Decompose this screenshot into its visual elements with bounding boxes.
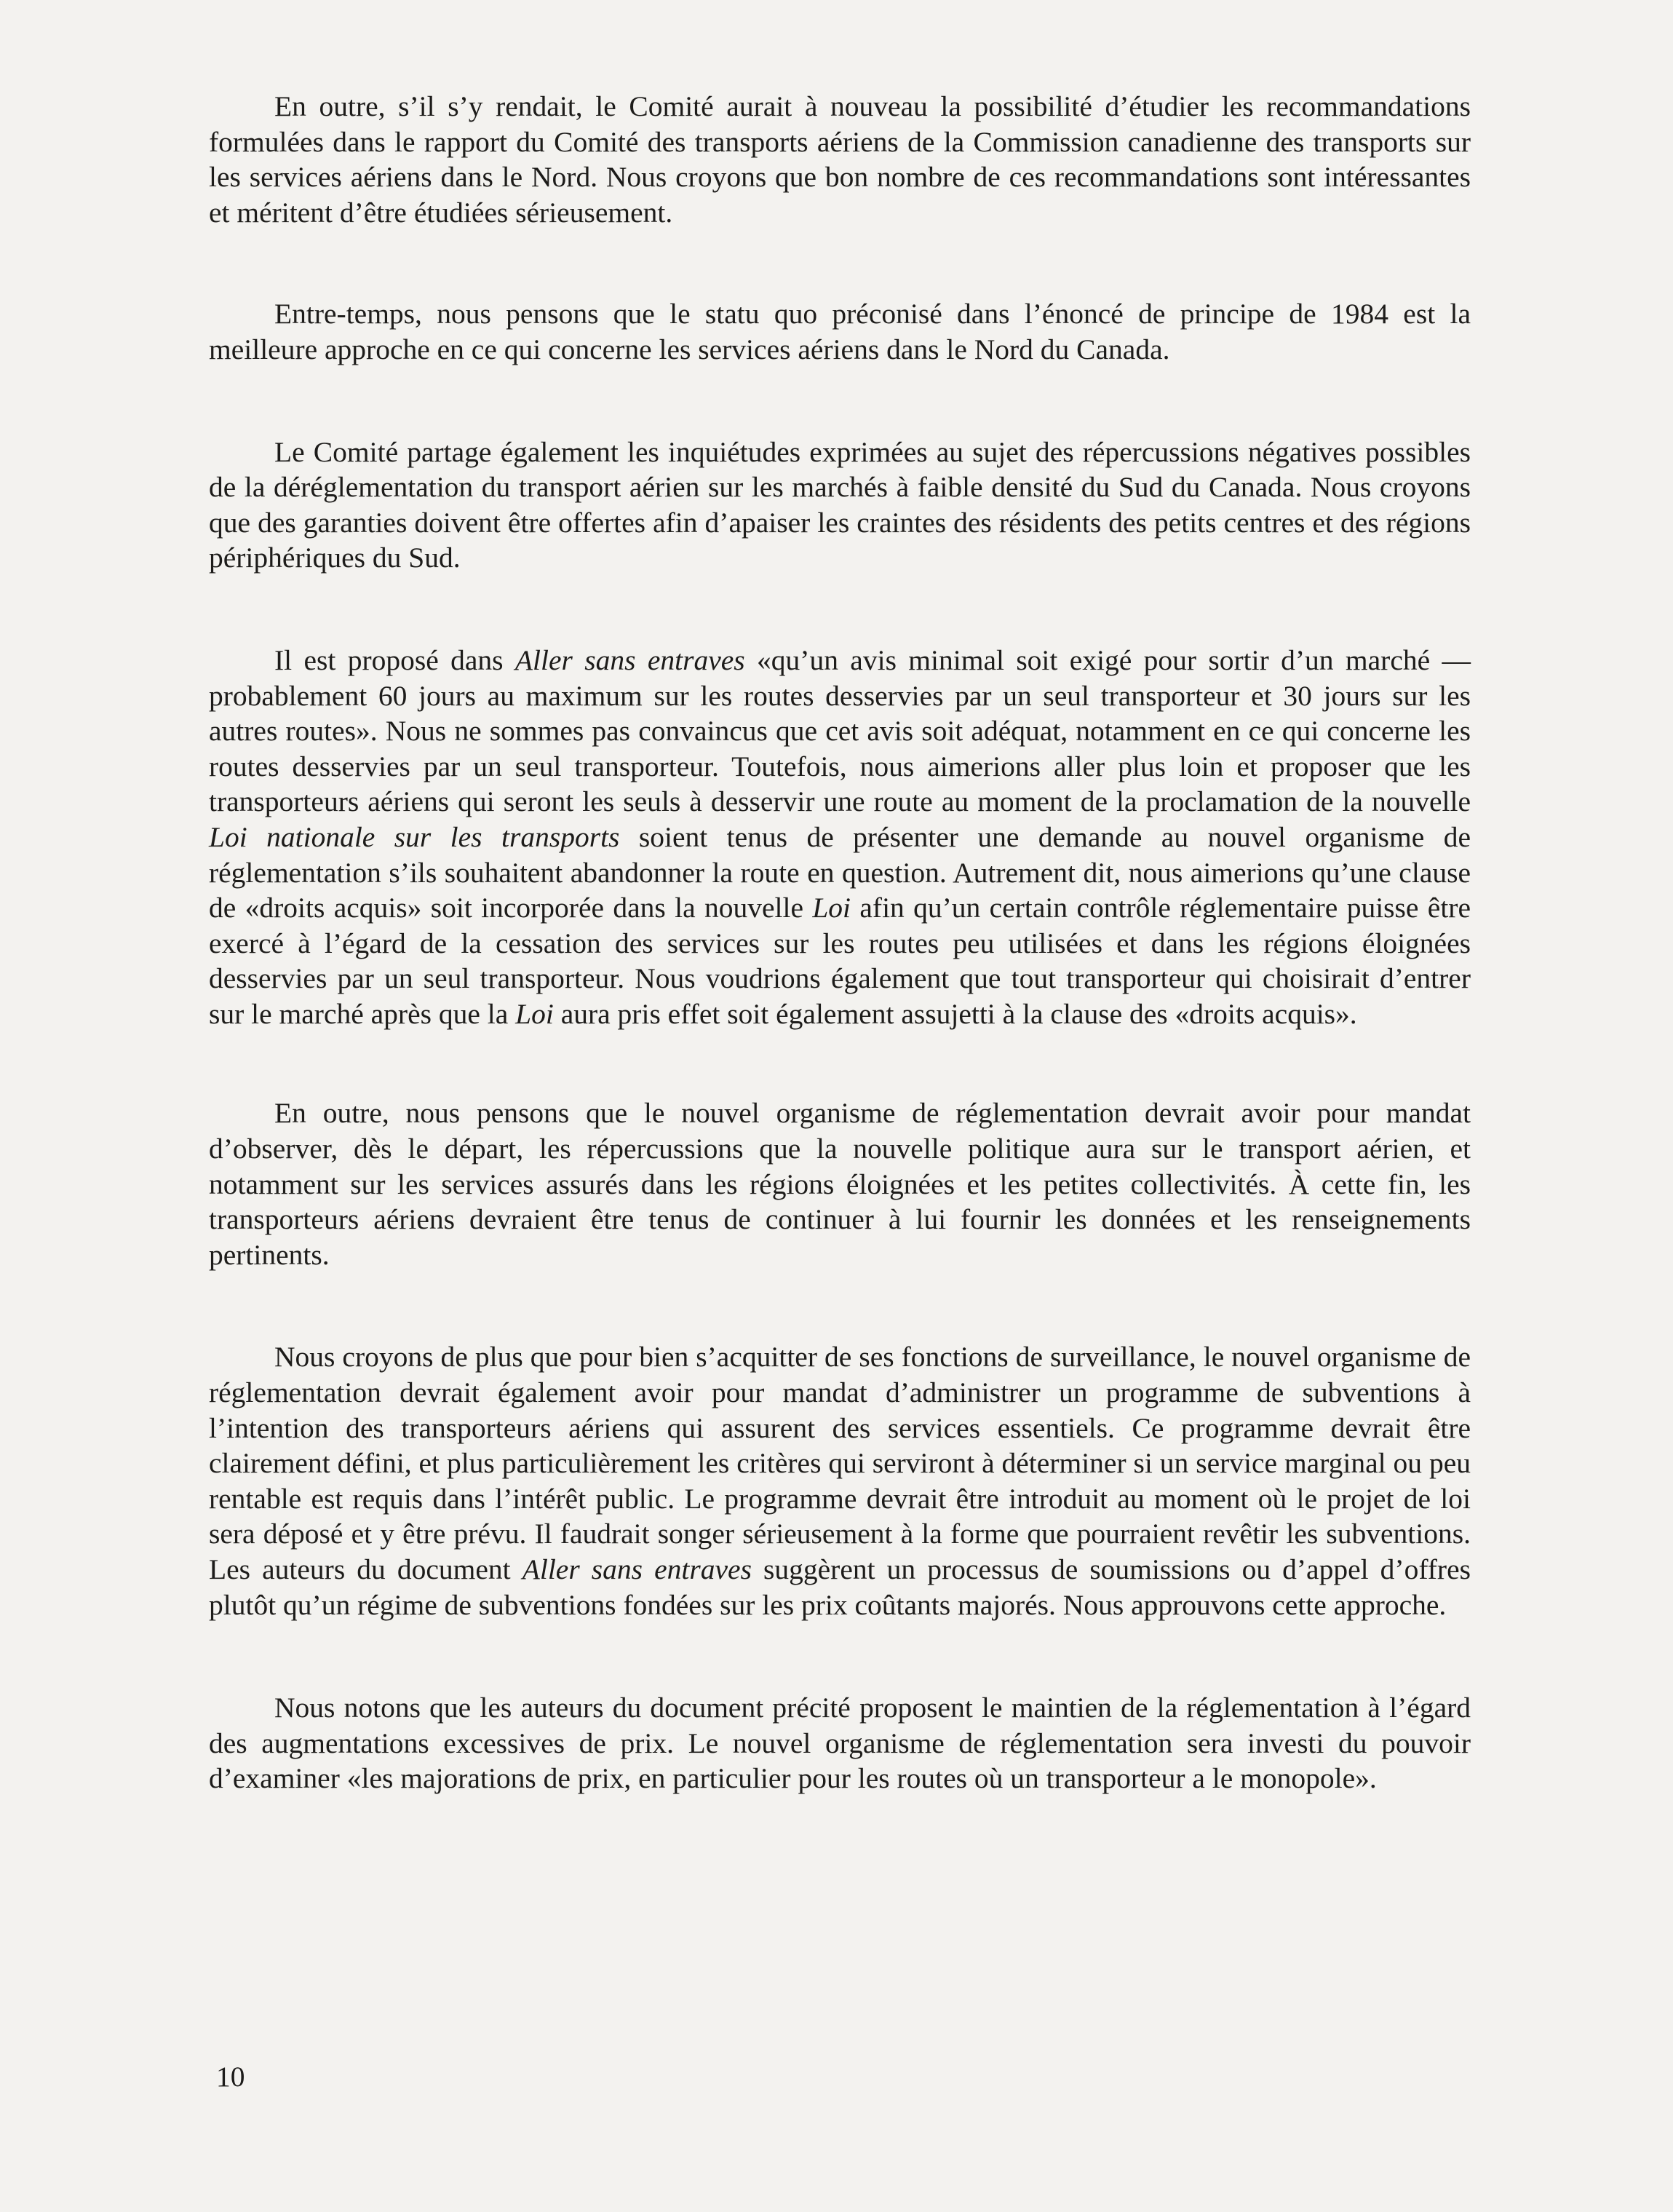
paragraph bbox=[209, 435, 1471, 576]
paragraph bbox=[209, 89, 1471, 230]
paragraph-text: afin qu’un certain contrôle réglementaire puisse être exercé à l’égard de la cessation des services sur les routes peu utilisées et dans les régions éloignées desservies par un seul transporteur. Nous voudrions également que tout transporteur qui choisirait d’entrer sur le marché après que la bbox=[209, 892, 1471, 1030]
paragraph bbox=[209, 1095, 1471, 1272]
paragraph-text: En outre, nous pensons que le nouvel organisme de réglementation devrait avoir pour mandat d’observer, dès le départ, les répercussions que la nouvelle politique aura sur le transport aérien, et notamment sur les services assurés dans les régions éloignées et les petites collectivités. À cette fin, les transporteurs aériens devraient être tenus de continuer à lui fournir les données et les renseignements pertinents. bbox=[209, 1097, 1471, 1271]
paragraph-text: aura pris effet soit également assujetti à la clause des «droits acquis». bbox=[553, 997, 1357, 1030]
italic-title-text: Loi bbox=[515, 997, 554, 1030]
paragraph bbox=[209, 1690, 1471, 1796]
italic-title-text: Loi bbox=[812, 892, 851, 924]
italic-title-text: Aller sans entraves bbox=[514, 643, 745, 676]
paragraph-text: Il est proposé dans bbox=[274, 643, 515, 676]
paragraph-text: suggèrent un processus de soumissions ou d’appel d’offres plutôt qu’un régime de subventions fondées sur les prix coûtants majorés. Nous approuvons cette approche. bbox=[209, 1553, 1471, 1621]
paragraph-text: «qu’un avis minimal soit exigé pour sortir d’un marché — probablement 60 jours au maximum sur les routes desservies par un seul transporteur et 30 jours sur les autres routes». Nous ne sommes pas convaincus que cet avis soit adéquat, notamment en ce qui concerne les routes desservies par un seul transporteur. Toutefois, nous aimerions aller plus loin et proposer que les transporteurs aériens qui seront les seuls à desservir une route au moment de la proclamation de la nouvelle bbox=[209, 643, 1471, 818]
paragraph-text: Le Comité partage également les inquiétudes exprimées au sujet des répercussions négatives possibles de la déréglementation du transport aérien sur les marchés à faible densité du Sud du Canada. Nous croyons que des garanties doivent être offertes afin d’apaiser les craintes des résidents des petits centres et des régions périphériques du Sud. bbox=[209, 435, 1471, 574]
paragraph-text: Nous croyons de plus que pour bien s’acquitter de ses fonctions de surveillance, le nouvel organisme de réglementation devrait également avoir pour mandat d’administrer un programme de subventions à l’intention des transporteurs aériens qui assurent des services essentiels. Ce programme devrait être clairement défini, et plus particulièrement les critères qui serviront à déterminer si un service marginal ou peu rentable est requis dans l’intérêt public. Le programme devrait être introduit au moment où le projet de loi sera déposé et y être prévu. Il faudrait songer sérieusement à la forme que pourraient revêtir les subventions. Les auteurs du document bbox=[209, 1341, 1471, 1585]
paragraph bbox=[209, 643, 1471, 1032]
italic-title-text: Aller sans entraves bbox=[522, 1553, 752, 1585]
paragraph-text: soient tenus de présenter une demande au nouvel organisme de réglementation s’ils souhaitent abandonner la route en question. Autrement dit, nous aimerions qu’une clause de «droits acquis» soit incorporée dans la nouvelle bbox=[209, 820, 1471, 924]
paragraph-text: En outre, s’il s’y rendait, le Comité aurait à nouveau la possibilité d’étudier les recommandations formulées dans le rapport du Comité des transports aériens de la Commission canadienne des transports sur les services aériens dans le Nord. Nous croyons que bon nombre de ces recommandations sont intéressantes et méritent d’être étudiées sérieusement. bbox=[209, 90, 1471, 229]
body-text bbox=[209, 89, 1471, 1796]
paragraph-text: Nous notons que les auteurs du document précité proposent le maintien de la réglementation à l’égard des augmentations excessives de prix. Le nouvel organisme de réglementation sera investi du pouvoir d’examiner «les majorations de prix, en particulier pour les routes où un transporteur a le monopole». bbox=[209, 1692, 1471, 1795]
paragraph bbox=[209, 1339, 1471, 1622]
paragraph-text: Entre-temps, nous pensons que le statu quo préconisé dans l’énoncé de principe de 1984 est la meilleure approche en ce qui concerne les services aériens dans le Nord du Canada. bbox=[209, 298, 1471, 365]
italic-title-text: Loi nationale sur les transports bbox=[209, 820, 620, 853]
paragraph bbox=[209, 296, 1471, 367]
page-number: 10 bbox=[216, 2061, 245, 2093]
